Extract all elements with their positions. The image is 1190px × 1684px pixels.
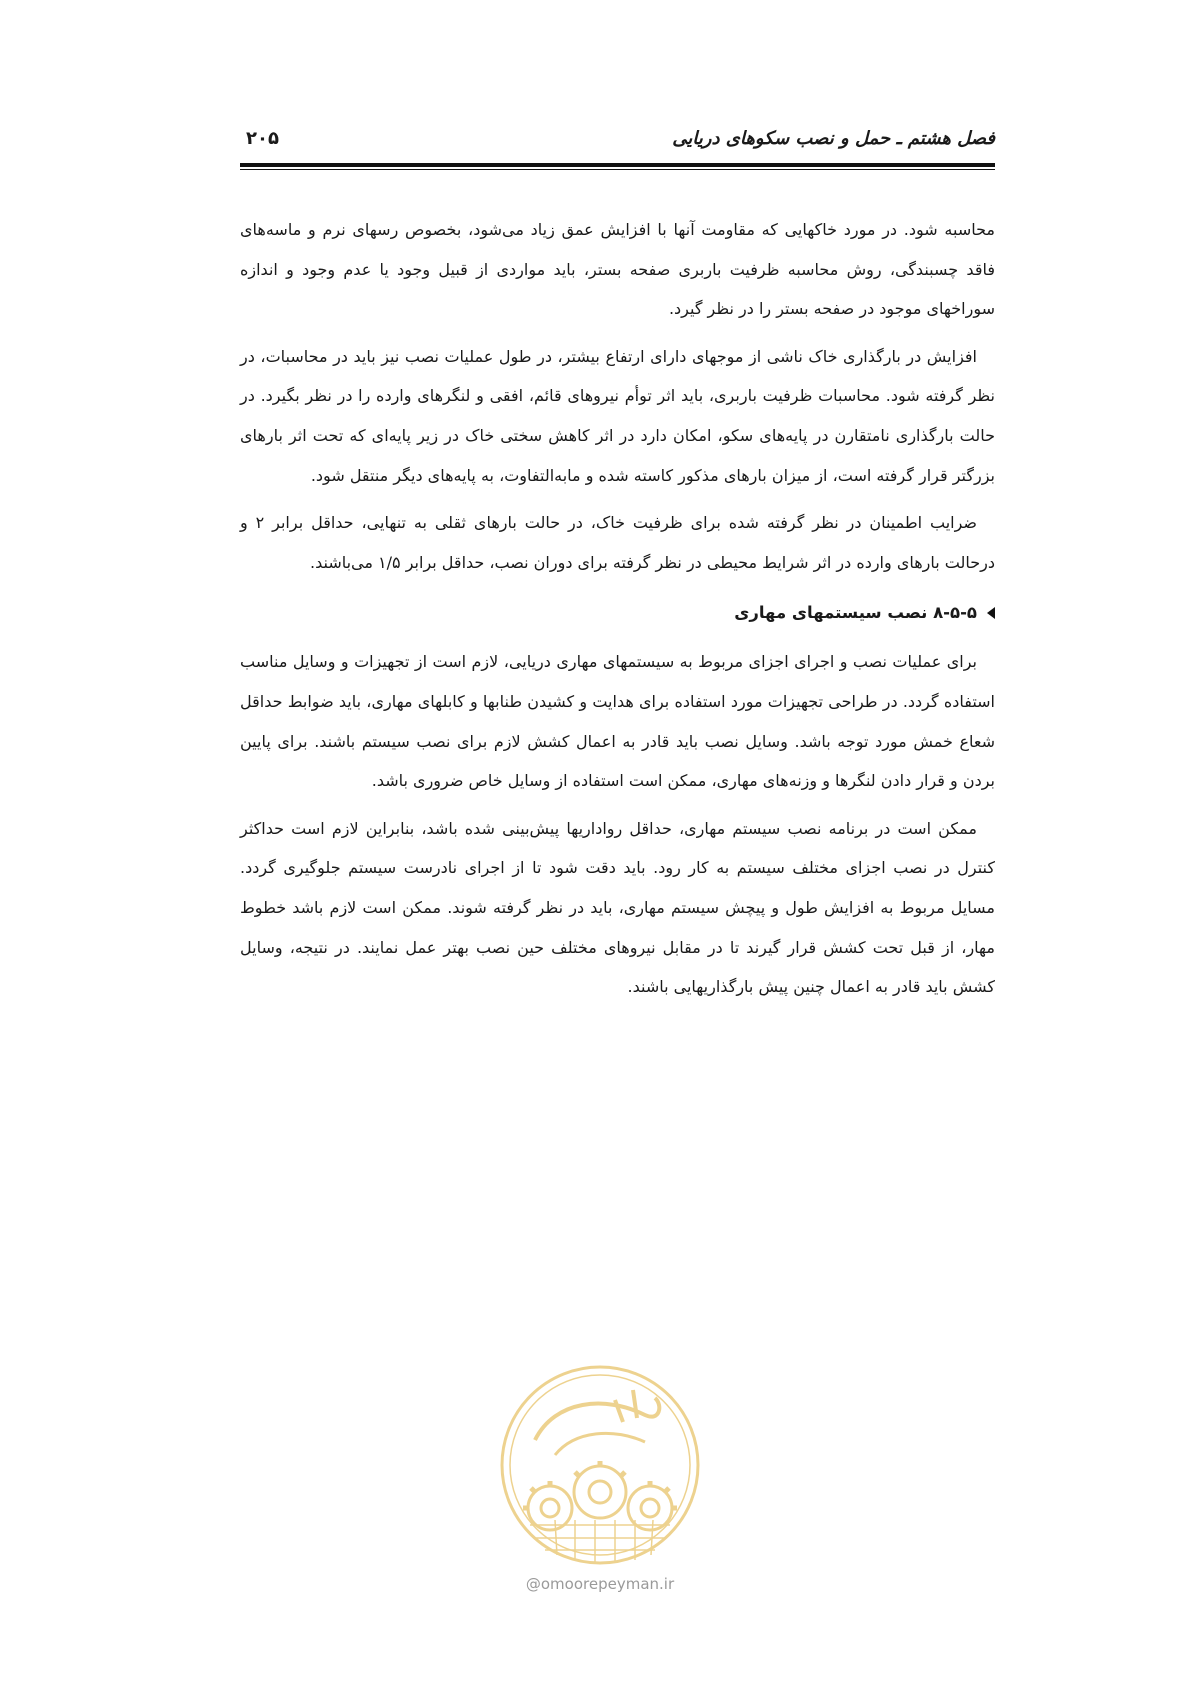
watermark-logo [495, 1360, 705, 1570]
chapter-title: فصل هشتم ـ حمل و نصب سکوهای دریایی [672, 128, 995, 149]
running-header [240, 124, 995, 158]
paragraph: برای عملیات نصب و اجرای اجزای مربوط به سیستمهای مهاری دریایی، لازم است از تجهیزات و وسایل مناسب استفاده گردد. در طراحی تجهیزات مورد استفاده برای هدایت و کشیدن طنابها و کابلهای مهاری، باید ضوابط حداقل شعاع خمش مورد توجه باشد. وسایل نصب باید قادر به اعمال کشش لازم برای نصب سیستم باشند. برای پایین بردن و قرار دادن لنگرها و وزنه‌های مهاری، ممکن است استفاده از وسایل خاص ضروری باشد. [240, 652, 995, 791]
header-rule-thin [240, 169, 995, 170]
paragraph: افزایش در بارگذاری خاک ناشی از موجهای دارای ارتفاع بیشتر، در طول عملیات نصب نیز باید در محاسبات، در نظر گرفته شود. محاسبات ظرفیت باربری، باید اثر توأم نیروهای قائم، افقی و لنگرهای وارده را در نظر بگیرد. در حالت بارگذاری نامتقارن در پایه‌های سکو، امکان دارد در اثر کاهش سختی خاک در زیر پایه‌ای که تحت اثر بارهای بزرگتر قرار گرفته است، از میزان بارهای مذکور کاسته شده و مابه‌التفاوت، به پایه‌های دیگر منتقل شود. [240, 346, 995, 485]
paragraph: محاسبه شود. در مورد خاکهایی که مقاومت آنها با افزایش عمق زیاد می‌شود، بخصوص رسهای نرم و ماسه‌های فاقد چسبندگی، روش محاسبه ظرفیت باربری صفحه بستر، باید مواردی از قبیل وجود یا عدم وجود و اندازه سوراخهای موجود در صفحه بستر را در نظر گیرد. [240, 220, 995, 319]
header-rule-thick [240, 163, 995, 167]
bullet-triangle-icon [987, 607, 995, 619]
paragraph: ممکن است در برنامه نصب سیستم مهاری، حداقل رواداریها پیش‌بینی شده باشد، بنابراین لازم است حداکثر کنترل در نصب اجزای مختلف سیستم به کار رود. باید دقت شود تا از اجرای نادرست سیستم جلوگیری گردد. مسایل مربوط به افزایش طول و پیچش سیستم مهاری، باید در نظر گرفته شوند. ممکن است لازم باشد خطوط مهار، از قبل تحت کشش قرار گیرند تا در مقابل نیروهای مختلف حین نصب بهتر عمل نمایند. در نتیجه، وسایل کشش باید قادر به اعمال چنین پیش بارگذاریهایی باشند. [240, 818, 995, 997]
page-number: ۲۰۵ [246, 128, 279, 149]
section-heading [240, 596, 995, 630]
body-text [240, 210, 995, 1015]
watermark-url: @omoorepeyman.ir [525, 1575, 675, 1593]
section-heading-text: ۸-۵-۵ نصب سیستمهای مهاری [734, 603, 977, 623]
paragraph: ضرایب اطمینان در نظر گرفته شده برای ظرفیت خاک، در حالت بارهای ثقلی به تنهایی، حداقل برابر ۲ و درحالت بارهای وارده در اثر شرایط محیطی در نظر گرفته برای دوران نصب، حداقل برابر ۱/۵ می‌باشند. [240, 513, 995, 572]
